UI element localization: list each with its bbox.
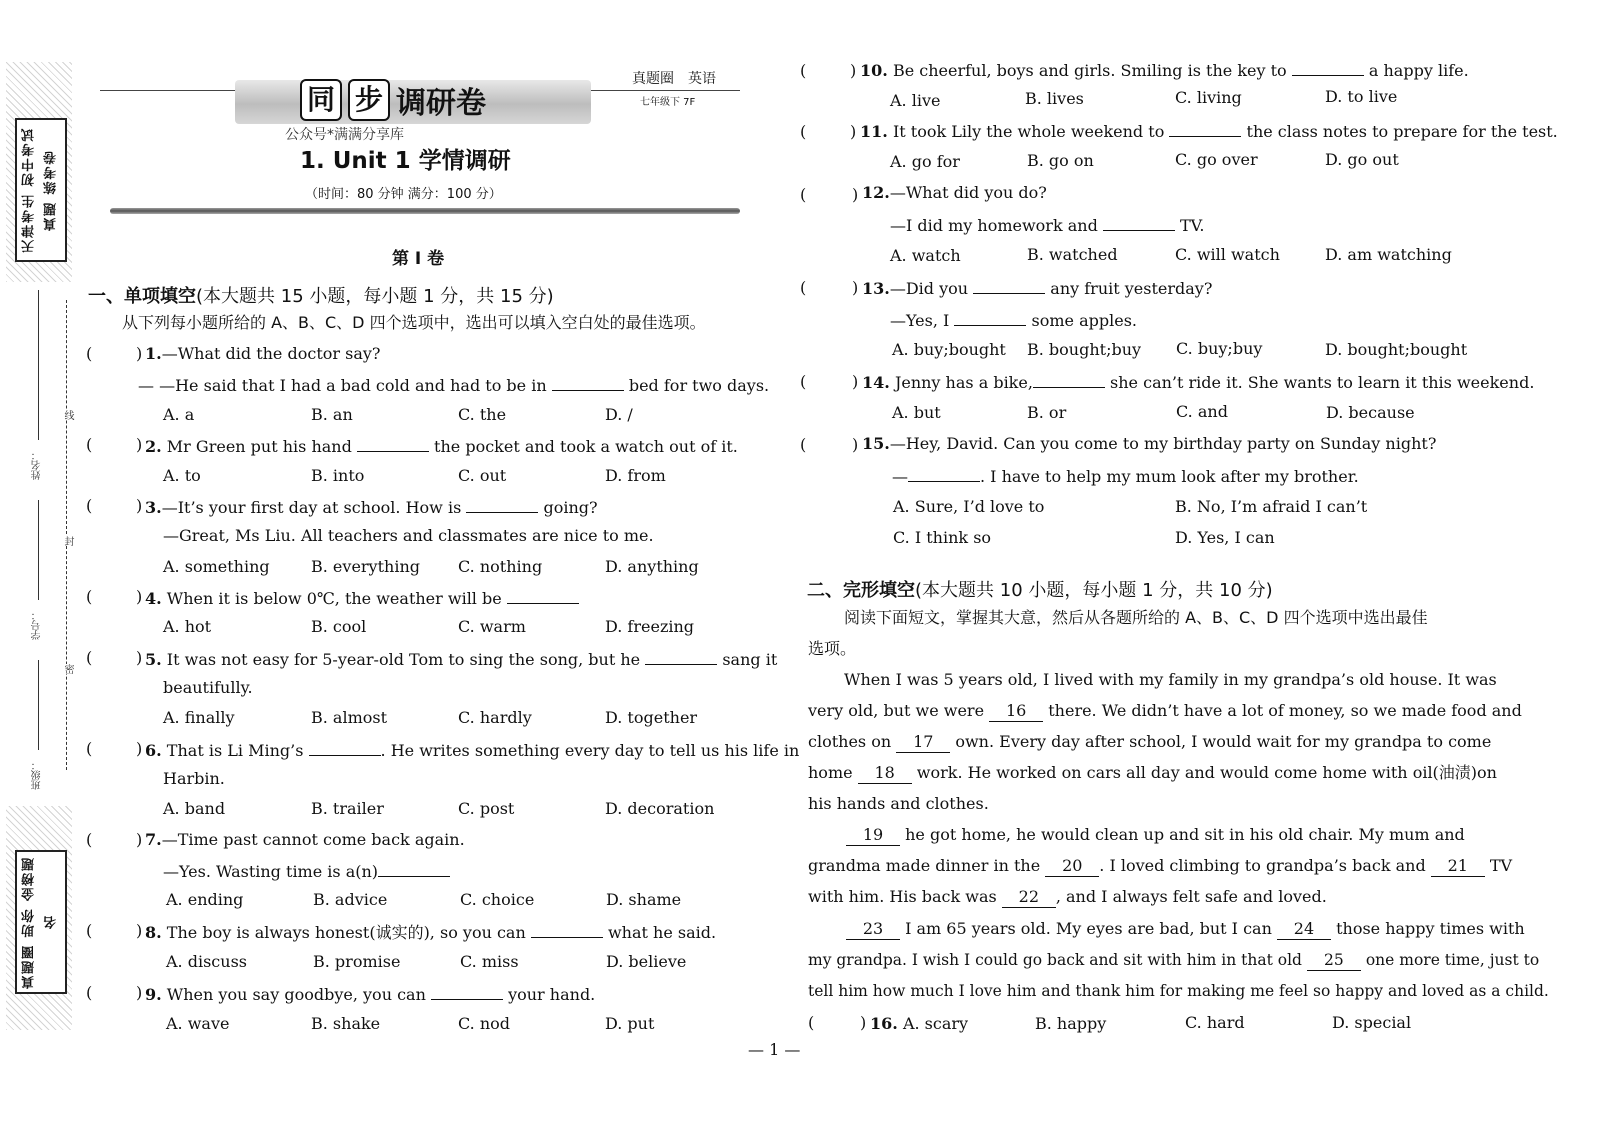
blank-17[interactable]: 17 — [896, 732, 950, 753]
page-title: 1. Unit 1 学情调研 — [300, 148, 511, 174]
banner-char-2: 步 — [348, 79, 390, 121]
time-info: （时间：80 分钟 满分：100 分） — [305, 187, 502, 202]
blank-16[interactable]: 16 — [989, 701, 1043, 722]
section2-instruction-1: 阅读下面短文，掌握其大意，然后从各题所给的 A、B、C、D 四个选项中选出最佳 — [844, 608, 1428, 627]
brand-label: 真题圈 — [632, 71, 674, 87]
banner-rest: 调研卷 — [396, 86, 486, 121]
answer-blank[interactable] — [645, 648, 717, 665]
blank-21[interactable]: 21 — [1431, 856, 1485, 877]
header-divider — [110, 208, 740, 214]
banner-title — [300, 76, 530, 124]
name-line — [38, 290, 39, 440]
answer-blank[interactable] — [531, 921, 603, 938]
section2-title: 二、完形填空(本大题共 10 小题，每小题 1 分，共 10 分) — [807, 580, 1273, 601]
answer-blank[interactable] — [973, 277, 1045, 294]
blank-23[interactable]: 23 — [846, 919, 900, 940]
answer-blank[interactable] — [431, 983, 503, 1000]
answer-blank[interactable] — [378, 860, 450, 877]
side-badge-top: 天津考生 初中考试真题 练考卷 — [15, 118, 67, 262]
side-badge-bottom: 真题圈 助你 金榜题名 — [15, 850, 67, 994]
answer-blank[interactable] — [1103, 214, 1175, 231]
blank-20[interactable]: 20 — [1045, 856, 1099, 877]
answer-blank[interactable] — [507, 587, 579, 604]
answer-blank[interactable] — [552, 374, 624, 391]
subject-label: 英语 — [688, 71, 716, 87]
class-label: 班级： — [32, 760, 43, 790]
answer-blank[interactable] — [1033, 371, 1105, 388]
blank-24[interactable]: 24 — [1277, 919, 1331, 940]
section1-title: 一、单项填空(本大题共 15 小题，每小题 1 分，共 15 分) — [88, 286, 554, 307]
seal-line — [66, 300, 67, 770]
answer-blank[interactable] — [954, 309, 1026, 326]
blank-19[interactable]: 19 — [846, 825, 900, 846]
blank-25[interactable]: 25 — [1307, 950, 1361, 971]
page-number: — 1 — — [748, 1040, 801, 1059]
class-line — [38, 660, 39, 750]
seal-mark-mi: 密 — [62, 664, 73, 674]
part-label: 第 I 卷 — [392, 249, 445, 269]
section1-instruction: 从下列每小题所给的 A、B、C、D 四个选项中，选出可以填入空白处的最佳选项。 — [122, 313, 706, 332]
id-line — [38, 500, 39, 600]
grade-label: 七年级下 7F — [640, 97, 696, 108]
name-label: 姓名： — [32, 450, 43, 480]
answer-blank[interactable] — [1169, 120, 1241, 137]
blank-22[interactable]: 22 — [1002, 887, 1056, 908]
student-id-label: 学号： — [32, 610, 43, 640]
section2-instruction-2: 选项。 — [808, 639, 857, 658]
answer-blank[interactable] — [309, 739, 381, 756]
seal-mark-feng: 封 — [62, 536, 73, 546]
blank-18[interactable]: 18 — [858, 763, 912, 784]
answer-blank[interactable] — [466, 496, 538, 513]
watermark-text: 公众号*满满分享库 — [285, 127, 404, 143]
seal-mark-xian: 线 — [62, 410, 73, 420]
answer-blank[interactable] — [357, 435, 429, 452]
answer-blank[interactable] — [908, 465, 980, 482]
answer-blank[interactable] — [1292, 59, 1364, 76]
banner-char-1: 同 — [300, 79, 342, 121]
